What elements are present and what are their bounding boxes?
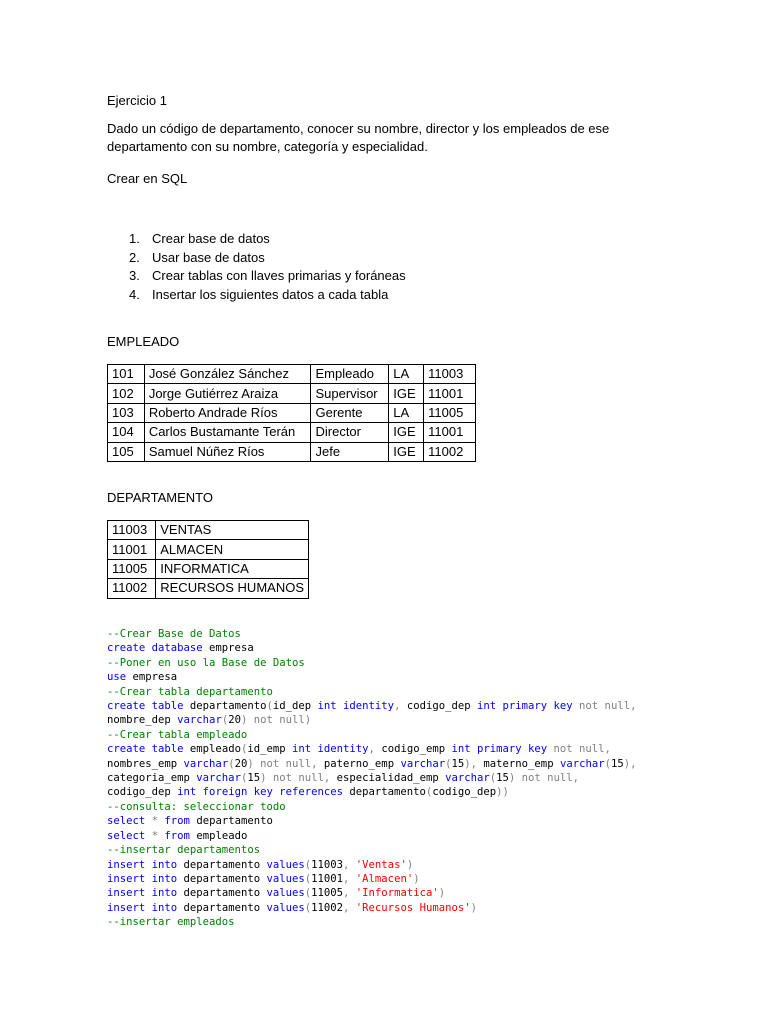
code-line: [107, 902, 477, 914]
code-line: [107, 671, 177, 683]
table-cell: Roberto Andrade Ríos: [144, 403, 311, 422]
table-cell: INFORMATICA: [156, 559, 309, 578]
code-token: 11002: [311, 901, 344, 914]
empleado-row: [108, 365, 476, 384]
code-line: [107, 916, 235, 928]
code-token: --Crear tabla empleado: [107, 728, 248, 741]
table-cell: LA: [389, 403, 424, 422]
code-token: (: [425, 786, 433, 799]
code-token: (: [304, 858, 312, 871]
steps-list: [107, 230, 406, 305]
code-token: departamento: [343, 786, 426, 799]
code-token: values: [266, 887, 305, 900]
code-token: not null,: [547, 743, 611, 756]
table-cell: 11003: [424, 365, 476, 384]
table-cell: 11001: [108, 540, 156, 559]
code-token: departamento: [177, 887, 267, 900]
code-token: 'Ventas': [355, 858, 407, 871]
code-token: varchar: [183, 757, 229, 770]
empleado-row: [108, 403, 476, 422]
code-token: 15: [247, 772, 261, 785]
table-cell: 11002: [108, 579, 156, 598]
code-token: (: [228, 757, 235, 770]
code-token: ): [406, 858, 414, 871]
code-token: categoria_emp: [107, 772, 197, 785]
table-cell: Carlos Bustamante Terán: [144, 423, 311, 442]
code-token: use: [107, 671, 127, 684]
code-token: departamento: [183, 700, 267, 713]
table-cell: LA: [389, 365, 424, 384]
code-token: *: [145, 815, 165, 828]
code-token: --Poner en uso la Base de Datos: [107, 656, 305, 669]
code-token: (: [304, 887, 312, 900]
code-token: 'Almacen': [355, 872, 414, 885]
departamento-table: [107, 520, 309, 599]
step-number: 4.: [129, 287, 140, 303]
empleado-row: [108, 423, 476, 442]
departamento-row: [108, 579, 309, 598]
code-token: ): [438, 887, 446, 900]
empleado-row: [108, 442, 476, 461]
table-cell: IGE: [389, 384, 424, 403]
code-token: select: [107, 829, 146, 842]
step-number: 2.: [129, 249, 140, 265]
code-token: ,: [343, 901, 356, 914]
table-cell: 11003: [108, 521, 156, 540]
code-token: create table: [107, 700, 184, 713]
code-token: especialidad_emp: [330, 772, 446, 785]
exercise-title: Ejercicio 1: [107, 93, 167, 108]
code-line: [107, 743, 611, 755]
code-token: empleado: [183, 743, 241, 756]
code-token: (: [304, 872, 312, 885]
table-cell: IGE: [389, 423, 424, 442]
code-token: int foreign key references: [177, 786, 343, 799]
table-cell: 104: [108, 423, 145, 442]
code-line: [107, 873, 420, 885]
code-token: empresa: [202, 642, 254, 655]
code-token: ) not null): [240, 714, 312, 727]
code-token: (: [604, 757, 611, 770]
table-cell: 11001: [424, 423, 476, 442]
code-token: (: [240, 743, 248, 756]
table-cell: 11005: [108, 559, 156, 578]
table-cell: Gerente: [311, 403, 389, 422]
code-line: [107, 657, 305, 669]
code-token: ,: [343, 872, 356, 885]
code-token: varchar: [177, 714, 222, 727]
step-item: [107, 286, 406, 305]
code-token: insert into: [107, 858, 178, 871]
code-token: materno_emp: [477, 757, 560, 770]
step-item: [107, 230, 406, 249]
code-token: 15: [451, 757, 465, 770]
code-token: not null,: [572, 700, 637, 713]
table-cell: RECURSOS HUMANOS: [156, 579, 309, 598]
code-token: 11005: [311, 887, 344, 900]
code-token: 20: [228, 714, 241, 727]
table-cell: 102: [108, 384, 145, 403]
table-cell: IGE: [389, 442, 424, 461]
table-cell: Director: [311, 423, 389, 442]
table-cell: 11001: [424, 384, 476, 403]
departamento-row: [108, 521, 309, 540]
code-token: int identity: [317, 700, 395, 713]
code-token: create database: [107, 642, 203, 655]
step-text: Crear base de datos: [152, 231, 270, 246]
code-token: values: [266, 858, 305, 871]
table-cell: Supervisor: [311, 384, 389, 403]
code-token: ),: [464, 757, 478, 770]
code-token: codigo_emp: [374, 743, 452, 756]
code-token: departamento: [177, 872, 267, 885]
code-line: [107, 830, 247, 842]
code-token: (: [240, 772, 248, 785]
code-line: [107, 714, 311, 726]
code-line: [107, 758, 637, 770]
code-token: varchar: [445, 772, 490, 785]
code-line: [107, 786, 509, 798]
code-token: --consulta: seleccionar todo: [107, 800, 286, 813]
code-token: id_dep: [272, 700, 318, 713]
code-token: int primary key: [451, 743, 548, 756]
code-token: nombres_emp: [107, 757, 184, 770]
table-cell: Jorge Gutiérrez Araiza: [144, 384, 311, 403]
code-token: *: [145, 829, 165, 842]
step-text: Usar base de datos: [152, 249, 265, 265]
code-token: create table: [107, 743, 184, 756]
code-token: 20: [234, 757, 248, 770]
sql-code-block: [107, 627, 637, 930]
code-token: ): [413, 872, 420, 885]
table-cell: 11005: [424, 403, 476, 422]
table-cell: 105: [108, 442, 145, 461]
code-token: int primary key: [477, 700, 573, 713]
code-token: select: [107, 815, 146, 828]
code-token: 15: [611, 757, 624, 770]
code-token: empresa: [126, 671, 178, 684]
step-number: 1.: [129, 231, 140, 246]
code-token: values: [266, 901, 305, 914]
code-token: 11003: [311, 858, 344, 871]
table-cell: ALMACEN: [156, 540, 309, 559]
code-token: (: [304, 901, 312, 914]
code-token: --insertar departamentos: [107, 844, 261, 857]
table-cell: 11002: [424, 442, 476, 461]
code-token: paterno_emp: [317, 757, 401, 770]
section-crear-sql: Crear en SQL: [107, 171, 188, 186]
code-token: departamento: [177, 901, 267, 914]
code-token: values: [266, 872, 305, 885]
code-token: 'Recursos Humanos': [355, 901, 471, 914]
code-token: --Crear Base de Datos: [107, 628, 241, 640]
code-token: from: [164, 815, 190, 828]
code-token: ,: [343, 858, 356, 871]
code-token: varchar: [559, 757, 605, 770]
code-token: varchar: [196, 772, 241, 785]
code-token: insert into: [107, 887, 178, 900]
code-token: (: [266, 700, 273, 713]
code-token: (: [489, 772, 497, 785]
code-line: [107, 628, 241, 640]
code-line: [107, 801, 286, 813]
code-token: codigo_dep: [107, 786, 178, 799]
code-line: [107, 772, 579, 784]
code-token: ) not null,: [260, 772, 331, 785]
table-cell: Empleado: [311, 365, 389, 384]
code-token: insert into: [107, 901, 178, 914]
step-item: [107, 267, 406, 286]
code-token: ,: [368, 743, 375, 756]
code-token: ): [470, 901, 477, 914]
table-cell: José González Sánchez: [144, 365, 311, 384]
code-token: varchar: [400, 757, 446, 770]
code-token: from: [164, 829, 190, 842]
code-line: [107, 844, 260, 856]
code-token: codigo_dep: [400, 700, 477, 713]
code-token: )): [496, 786, 509, 799]
code-token: 'Informatica': [355, 887, 439, 900]
table-cell: 101: [108, 365, 145, 384]
empleado-heading: EMPLEADO: [107, 334, 180, 349]
code-token: ,: [343, 887, 356, 900]
table-cell: VENTAS: [156, 521, 309, 540]
code-token: 15: [496, 772, 509, 785]
code-token: 11001: [311, 872, 344, 885]
exercise-description: Dado un código de departamento, conocer su nombre, director y los empleados de ese departamento con su nombre, categoría y especialidad.: [107, 121, 610, 154]
code-token: ) not null,: [247, 757, 318, 770]
code-token: --Crear tabla departamento: [107, 685, 273, 698]
code-token: int identity: [292, 743, 369, 756]
empleado-table: [107, 364, 476, 462]
departamento-heading: DEPARTAMENTO: [107, 490, 213, 505]
code-token: ) not null,: [508, 772, 580, 785]
code-token: ),: [623, 757, 637, 770]
code-token: (: [445, 757, 452, 770]
empleado-row: [108, 384, 476, 403]
step-text: Crear tablas con llaves primarias y foráneas: [152, 268, 406, 284]
code-token: id_emp: [247, 743, 292, 756]
departamento-row: [108, 559, 309, 578]
table-cell: 103: [108, 403, 145, 422]
code-token: codigo_dep: [432, 786, 497, 799]
code-line: [107, 887, 445, 899]
code-line: [107, 686, 273, 698]
step-text: Insertar los siguientes datos a cada tabla: [152, 287, 389, 303]
code-token: departamento: [189, 815, 273, 828]
code-line: [107, 642, 254, 654]
table-cell: Samuel Núñez Ríos: [144, 442, 311, 461]
code-token: insert into: [107, 872, 178, 885]
table-cell: Jefe: [311, 442, 389, 461]
code-token: departamento: [177, 858, 267, 871]
code-token: (: [221, 714, 229, 727]
departamento-row: [108, 540, 309, 559]
code-line: [107, 700, 636, 712]
code-line: [107, 815, 273, 827]
step-item: [107, 249, 406, 268]
code-token: nombre_dep: [107, 714, 178, 727]
step-number: 3.: [129, 268, 140, 284]
code-line: [107, 859, 413, 871]
code-token: ,: [394, 700, 401, 713]
code-token: --insertar empleados: [107, 916, 235, 929]
code-line: [107, 729, 247, 741]
code-token: empleado: [189, 829, 248, 842]
